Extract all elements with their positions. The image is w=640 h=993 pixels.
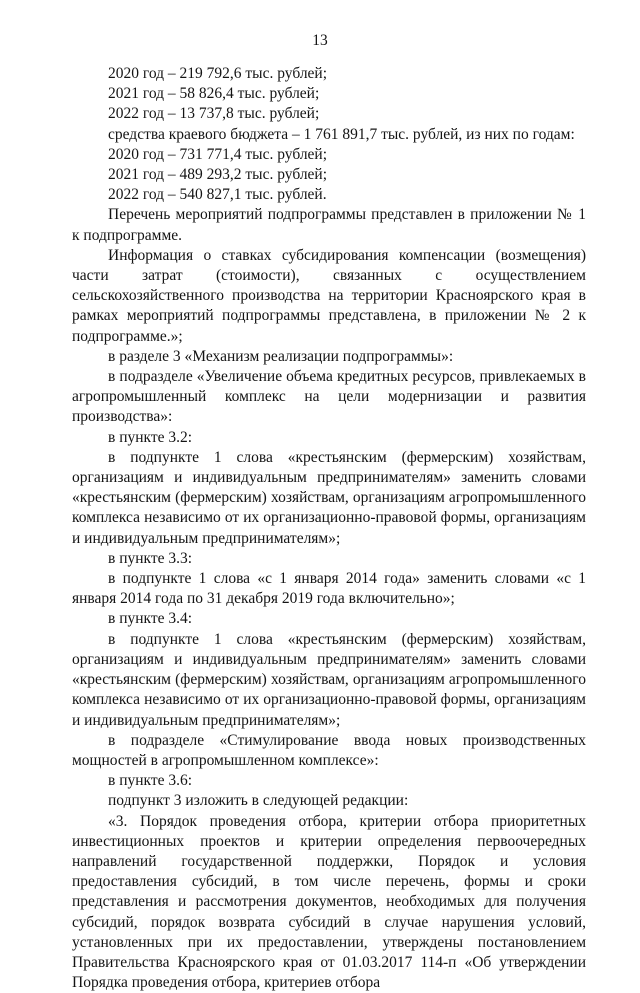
paragraph-item-3-4-sub-1: в подпункте 1 слова «крестьянским (фермерским) хозяйствам, организациям и индивидуальным предпринимателям» заменить словами «крестьянским (фермерским) хозяйствам, организациям агропромышленного комплекса независимо от их организационно-правовой формы, организациям и индивидуальным предпринимателям»; — [72, 630, 586, 729]
paragraph-item-3-2: в пункте 3.2: — [108, 428, 193, 446]
document-body — [72, 64, 586, 993]
paragraph-regional-budget: средства краевого бюджета – 1 761 891,7 тыс. рублей, из них по годам: — [108, 125, 575, 143]
paragraph-item-3-6: в пункте 3.6: — [108, 772, 193, 790]
page-number: 13 — [312, 32, 328, 49]
paragraph-item-3-4: в пункте 3.4: — [108, 610, 193, 628]
paragraph-activities-list: Перечень мероприятий подпрограммы представлен в приложении № 1 к подпрограмме. — [72, 206, 586, 244]
paragraph-sub-3-text: «3. Порядок проведения отбора, критерии отбора приоритетных инвестиционных проектов и критерии определения первоочередных направлений государственной поддержки, Порядок и условия предоставления субсидий, в том числе перечень, формы и сроки представления и рассмотрения документов, необходимых для получения субсидий, порядок возврата субсидий в случае нарушения условий, установленных при их предоставлении, утверждены постановлением Правительства Красноярского края от 01.03.2017 114-п «Об утверждении Порядка проведения отбора, критериев отбора — [72, 812, 586, 992]
paragraph-item-3-3: в пункте 3.3: — [108, 549, 193, 567]
paragraph-credit-subsection: в подразделе «Увеличение объема кредитных ресурсов, привлекаемых в агропромышленный комплекс на цели модернизации и развития производства»: — [72, 368, 586, 426]
paragraph-regional-2022: 2022 год – 540 827,1 тыс. рублей. — [108, 186, 327, 204]
paragraph-funding-2022: 2022 год – 13 737,8 тыс. рублей; — [108, 105, 320, 123]
paragraph-funding-2020: 2020 год – 219 792,6 тыс. рублей; — [108, 65, 328, 82]
paragraph-subsidy-rates: Информация о ставках субсидирования компенсации (возмещения) части затрат (стоимости), связанных с осуществлением сельскохозяйственного производства на территории Красноярского края в рамках мероприятий подпрограммы представлена, в приложении № 2 к подпрограмме.»; — [72, 246, 586, 345]
paragraph-regional-2021: 2021 год – 489 293,2 тыс. рублей; — [108, 166, 328, 184]
paragraph-item-3-2-sub-1: в подпункте 1 слова «крестьянским (фермерским) хозяйствам, организациям и индивидуальным предпринимателям» заменить словами «крестьянским (фермерским) хозяйствам, организациям агропромышленного комплекса независимо от их организационно-правовой формы, организациям и индивидуальным предпринимателям»; — [72, 448, 586, 547]
paragraph-funding-2021: 2021 год – 58 826,4 тыс. рублей; — [108, 85, 320, 103]
paragraph-capacity-subsection: в подразделе «Стимулирование ввода новых производственных мощностей в агропромышленном комплексе»: — [72, 731, 586, 769]
paragraph-section-3: в разделе 3 «Механизм реализации подпрограммы»: — [108, 347, 454, 365]
paragraph-sub-3-intro: подпункт 3 изложить в следующей редакции: — [108, 792, 409, 810]
paragraph-regional-2020: 2020 год – 731 771,4 тыс. рублей; — [108, 145, 328, 163]
paragraph-item-3-3-sub-1: в подпункте 1 слова «с 1 января 2014 года» заменить словами «с 1 января 2014 года по 31 декабря 2019 года включительно»; — [72, 570, 586, 608]
